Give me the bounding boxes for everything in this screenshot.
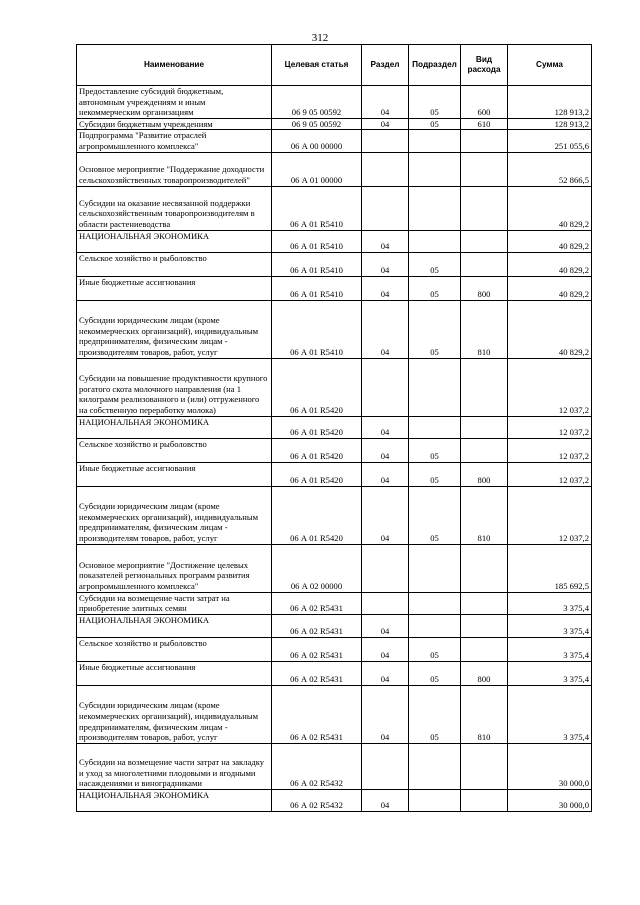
row-code: 06 А 01 R5410	[272, 300, 362, 358]
row-amount: 128 913,2	[508, 86, 592, 119]
row-amount: 40 829,2	[508, 252, 592, 276]
row-amount: 3 375,4	[508, 637, 592, 661]
row-subsection	[409, 230, 461, 252]
row-name: Основное мероприятие "Достижение целевых показателей региональных программ развития агропромышленного комплекса"	[77, 544, 272, 592]
row-section	[362, 358, 409, 416]
row-name: Сельское хозяйство и рыболовство	[77, 438, 272, 462]
row-name: Предоставление субсидий бюджетным, автономным учреждениям и иным некоммерческим организациям	[77, 86, 272, 119]
row-code: 06 А 01 R5420	[272, 358, 362, 416]
row-name: НАЦИОНАЛЬНАЯ ЭКОНОМИКА	[77, 416, 272, 438]
row-subsection	[409, 186, 461, 230]
row-name: Субсидии на оказание несвязанной поддержки сельскохозяйственным товаропроизводителям в области растениеводства	[77, 186, 272, 230]
row-code: 06 А 02 R5431	[272, 685, 362, 743]
row-name: Иные бюджетные ассигнования	[77, 661, 272, 685]
row-expense-type	[461, 438, 508, 462]
row-code: 06 А 01 R5420	[272, 416, 362, 438]
row-amount: 12 037,2	[508, 462, 592, 486]
table-row	[77, 661, 592, 685]
row-expense-type	[461, 592, 508, 614]
row-subsection: 05	[409, 637, 461, 661]
row-section: 04	[362, 276, 409, 300]
row-expense-type	[461, 743, 508, 789]
table-row	[77, 252, 592, 276]
table-row	[77, 614, 592, 637]
row-amount: 251 055,6	[508, 130, 592, 152]
row-amount: 3 375,4	[508, 592, 592, 614]
row-subsection	[409, 358, 461, 416]
row-section: 04	[362, 685, 409, 743]
row-expense-type: 800	[461, 462, 508, 486]
row-name: Субсидии на возмещение части затрат на закладку и уход за многолетними плодовыми и ягодными насаждениями и виноградниками	[77, 743, 272, 789]
row-name: НАЦИОНАЛЬНАЯ ЭКОНОМИКА	[77, 230, 272, 252]
row-section	[362, 544, 409, 592]
row-subsection: 05	[409, 300, 461, 358]
budget-table	[76, 44, 592, 812]
row-amount: 40 829,2	[508, 300, 592, 358]
table-row	[77, 438, 592, 462]
row-expense-type: 800	[461, 276, 508, 300]
row-name: Иные бюджетные ассигнования	[77, 276, 272, 300]
row-expense-type	[461, 637, 508, 661]
row-section	[362, 130, 409, 152]
row-amount: 30 000,0	[508, 743, 592, 789]
row-code: 06 А 02 R5431	[272, 637, 362, 661]
row-section: 04	[362, 661, 409, 685]
row-amount: 12 037,2	[508, 358, 592, 416]
row-name: Сельское хозяйство и рыболовство	[77, 637, 272, 661]
table-row	[77, 544, 592, 592]
row-name: Подпрограмма "Развитие отраслей агропромышленного комплекса"	[77, 130, 272, 152]
table-row	[77, 86, 592, 119]
row-expense-type: 810	[461, 300, 508, 358]
row-code: 06 А 01 R5410	[272, 230, 362, 252]
table-row	[77, 416, 592, 438]
row-expense-type	[461, 789, 508, 811]
row-subsection	[409, 416, 461, 438]
row-name: Сельское хозяйство и рыболовство	[77, 252, 272, 276]
row-expense-type	[461, 358, 508, 416]
row-code: 06 А 02 R5432	[272, 789, 362, 811]
row-subsection	[409, 743, 461, 789]
row-amount: 3 375,4	[508, 614, 592, 637]
row-expense-type: 800	[461, 661, 508, 685]
row-amount: 3 375,4	[508, 685, 592, 743]
row-subsection	[409, 789, 461, 811]
row-subsection: 05	[409, 118, 461, 130]
table-row	[77, 300, 592, 358]
row-code: 06 А 01 R5410	[272, 186, 362, 230]
row-expense-type	[461, 544, 508, 592]
row-expense-type	[461, 152, 508, 186]
table-row	[77, 592, 592, 614]
table-row	[77, 186, 592, 230]
row-subsection: 05	[409, 661, 461, 685]
row-code: 06 А 01 R5410	[272, 276, 362, 300]
row-section	[362, 152, 409, 186]
table-row	[77, 743, 592, 789]
row-code: 06 А 01 00000	[272, 152, 362, 186]
row-section: 04	[362, 230, 409, 252]
row-section	[362, 743, 409, 789]
row-amount: 128 913,2	[508, 118, 592, 130]
row-subsection	[409, 592, 461, 614]
row-amount: 12 037,2	[508, 486, 592, 544]
header-name: Наименование	[77, 45, 272, 86]
row-expense-type	[461, 614, 508, 637]
row-subsection	[409, 544, 461, 592]
row-expense-type	[461, 230, 508, 252]
table-row	[77, 130, 592, 152]
row-expense-type: 810	[461, 486, 508, 544]
row-code: 06 А 02 R5431	[272, 661, 362, 685]
row-section: 04	[362, 486, 409, 544]
table-row	[77, 789, 592, 811]
row-subsection	[409, 130, 461, 152]
row-amount: 40 829,2	[508, 230, 592, 252]
row-code: 06 А 02 R5432	[272, 743, 362, 789]
row-code: 06 9 05 00592	[272, 118, 362, 130]
row-name: Иные бюджетные ассигнования	[77, 462, 272, 486]
row-code: 06 А 01 R5420	[272, 486, 362, 544]
row-name: Субсидии юридическим лицам (кроме некоммерческих организаций), индивидуальным предпринимателям, физическим лицам - производителям товаров, работ, услуг	[77, 300, 272, 358]
row-subsection: 05	[409, 685, 461, 743]
row-expense-type	[461, 186, 508, 230]
row-name: Субсидии юридическим лицам (кроме некоммерческих организаций), индивидуальным предпринимателям, физическим лицам - производителям товаров, работ, услуг	[77, 486, 272, 544]
row-name: НАЦИОНАЛЬНАЯ ЭКОНОМИКА	[77, 614, 272, 637]
row-code: 06 А 00 00000	[272, 130, 362, 152]
row-name: Субсидии на повышение продуктивности крупного рогатого скота молочного направления (на 1 килограмм реализованного и (или) отгруженного на собственную переработку молока)	[77, 358, 272, 416]
row-code: 06 9 05 00592	[272, 86, 362, 119]
row-name: Субсидии юридическим лицам (кроме некоммерческих организаций), индивидуальным предпринимателям, физическим лицам - производителям товаров, работ, услуг	[77, 685, 272, 743]
row-section: 04	[362, 86, 409, 119]
row-name: Субсидии бюджетным учреждениям	[77, 118, 272, 130]
row-code: 06 А 01 R5410	[272, 252, 362, 276]
row-expense-type	[461, 130, 508, 152]
row-subsection: 05	[409, 252, 461, 276]
row-expense-type: 810	[461, 685, 508, 743]
header-section: Раздел	[362, 45, 409, 86]
table-row	[77, 486, 592, 544]
row-expense-type: 600	[461, 86, 508, 119]
header-amount: Сумма	[508, 45, 592, 86]
row-subsection: 05	[409, 276, 461, 300]
row-amount: 185 692,5	[508, 544, 592, 592]
page-number: 312	[311, 32, 329, 44]
row-section: 04	[362, 614, 409, 637]
row-amount: 52 866,5	[508, 152, 592, 186]
row-section: 04	[362, 300, 409, 358]
table-row	[77, 152, 592, 186]
row-name: Субсидии на возмещение части затрат на приобретение элитных семян	[77, 592, 272, 614]
row-section: 04	[362, 637, 409, 661]
row-section: 04	[362, 252, 409, 276]
row-section: 04	[362, 462, 409, 486]
row-code: 06 А 02 00000	[272, 544, 362, 592]
row-name: НАЦИОНАЛЬНАЯ ЭКОНОМИКА	[77, 789, 272, 811]
row-amount: 12 037,2	[508, 416, 592, 438]
row-section: 04	[362, 118, 409, 130]
row-expense-type	[461, 416, 508, 438]
row-amount: 40 829,2	[508, 186, 592, 230]
row-amount: 40 829,2	[508, 276, 592, 300]
row-section	[362, 592, 409, 614]
row-code: 06 А 02 R5431	[272, 614, 362, 637]
row-code: 06 А 01 R5420	[272, 462, 362, 486]
row-subsection: 05	[409, 486, 461, 544]
table-row	[77, 358, 592, 416]
header-expense-type: Вид расхода	[461, 45, 508, 86]
table-row	[77, 462, 592, 486]
table-row	[77, 685, 592, 743]
row-subsection	[409, 614, 461, 637]
row-subsection	[409, 152, 461, 186]
row-amount: 12 037,2	[508, 438, 592, 462]
header-subsection: Подраздел	[409, 45, 461, 86]
row-section: 04	[362, 789, 409, 811]
header-target-article: Целевая статья	[272, 45, 362, 86]
table-row	[77, 276, 592, 300]
row-section	[362, 186, 409, 230]
row-code: 06 А 02 R5431	[272, 592, 362, 614]
row-name: Основное мероприятие "Поддержание доходности сельскохозяйственных товаропроизводителей"	[77, 152, 272, 186]
row-subsection: 05	[409, 438, 461, 462]
row-section: 04	[362, 416, 409, 438]
table-header-row	[77, 45, 592, 86]
row-expense-type: 610	[461, 118, 508, 130]
table-row	[77, 637, 592, 661]
row-amount: 30 000,0	[508, 789, 592, 811]
table-row	[77, 118, 592, 130]
row-subsection: 05	[409, 86, 461, 119]
row-expense-type	[461, 252, 508, 276]
row-section: 04	[362, 438, 409, 462]
row-code: 06 А 01 R5420	[272, 438, 362, 462]
table-row	[77, 230, 592, 252]
row-subsection: 05	[409, 462, 461, 486]
row-amount: 3 375,4	[508, 661, 592, 685]
